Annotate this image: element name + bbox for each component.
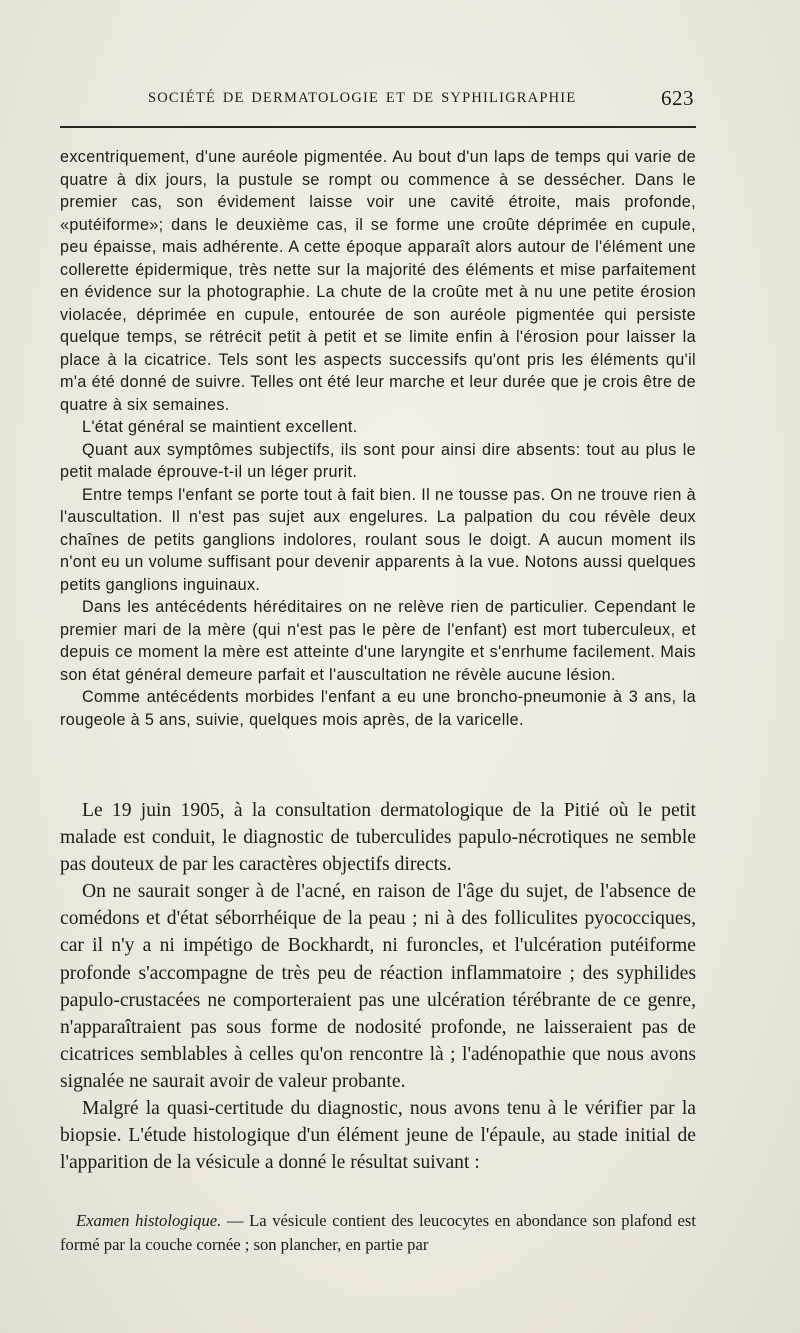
section-text: — La vésicule contient des leucocytes en abondance son plafond est formé par la couche cornée ; son plancher, en partie par: [60, 1211, 696, 1254]
paragraph: On ne saurait songer à de l'acné, en raison de l'âge du sujet, de l'absence de comédons et d'état séborrhéique de la peau ; ni à des folliculites pyococciques, car il n'y a ni impétigo de Bockhardt, ni furoncles, et l'ulcération putéiforme profonde s'accompagne de très peu de réaction inflammatoire ; des syphilides papulo-crustacées ne comporteraient pas une ulcération térébrante de ce genre, n'apparaîtraient pas sous forme de nodosité profonde, ne laisseraient pas de cicatrices semblables à celles qu'on rencontre là ; l'adénopathie que nous avons signalée ne saurait avoir de valeur probante.: [60, 881, 696, 1092]
paragraph: Malgré la quasi-certitude du diagnostic, nous avons tenu à le vérifier par la biopsie. L'étude histologique d'un élément jeune de l'épaule, au stade initial de l'apparition de la vésicule a donné le résultat suivant :: [60, 1098, 696, 1174]
paragraph: [60, 1209, 696, 1256]
small-print-section: [60, 146, 696, 731]
paragraph: excentriquement, d'une auréole pigmentée. Au bout d'un laps de temps qui varie de quatre à dix jours, la pustule se rompt ou commence à se dessécher. Dans le premier cas, son évidement laisse voir une cavité étroite, mais profonde, «putéiforme»; dans le deuxième cas, il se forme une croûte déprimée en cupule, peu épaisse, mais adhérente. A cette époque apparaît alors autour de l'élément une collerette épidermique, très nette sur la majorité des éléments et mise parfaitement en évidence sur la photographie. La chute de la croûte met à nu une petite érosion violacée, déprimée en cupule, entourée de son auréole pigmentée qui persiste quelque temps, se rétrécit petit à petit et se limite enfin à l'érosion pour laisser la place à la cicatrice. Tels sont les aspects successifs qu'ont pris les éléments qu'il m'a été donné de suivre. Telles ont été leur marche et leur durée que je crois être de quatre à six semaines.: [60, 148, 696, 414]
paragraph: Comme antécédents morbides l'enfant a eu une broncho-pneumonie à 3 ans, la rougeole à 5 ans, suivie, quelques mois après, de la varicelle.: [60, 688, 696, 729]
large-print-section: [60, 797, 696, 1176]
running-title: SOCIÉTÉ DE DERMATOLOGIE ET DE SYPHILIGRAPHIE: [148, 90, 577, 106]
section-lead: Examen histologique.: [76, 1211, 222, 1230]
header-rule: [60, 126, 696, 128]
histology-section: [60, 1209, 696, 1256]
running-header: [60, 86, 696, 116]
paragraph: L'état général se maintient excellent.: [82, 418, 358, 436]
paragraph: Le 19 juin 1905, à la consultation dermatologique de la Pitié où le petit malade est conduit, le diagnostic de tuberculides papulo-nécrotiques ne semble pas douteux de par les caractères objectifs directs.: [60, 800, 696, 876]
paragraph: Quant aux symptômes subjectifs, ils sont pour ainsi dire absents: tout au plus le petit malade éprouve-t-il un léger prurit.: [60, 440, 696, 481]
page-number: 623: [661, 86, 694, 110]
paragraph: Dans les antécédents héréditaires on ne relève rien de particulier. Cependant le premier mari de la mère (qui n'est pas le père de l'enfant) est mort tuberculeux, et depuis ce moment la mère est atteinte d'une laryngite et s'enrhume facilement. Mais son état général demeure parfait et l'auscultation ne révèle aucune lésion.: [60, 598, 696, 684]
paragraph: Entre temps l'enfant se porte tout à fait bien. Il ne tousse pas. On ne trouve rien à l'auscultation. Il n'est pas sujet aux engelures. La palpation du cou révèle deux chaînes de petits ganglions indolores, roulant sous le doigt. A aucun moment ils n'ont eu un volume suffisant pour devenir apparents à la vue. Notons aussi quelques petits ganglions inguinaux.: [60, 485, 696, 594]
